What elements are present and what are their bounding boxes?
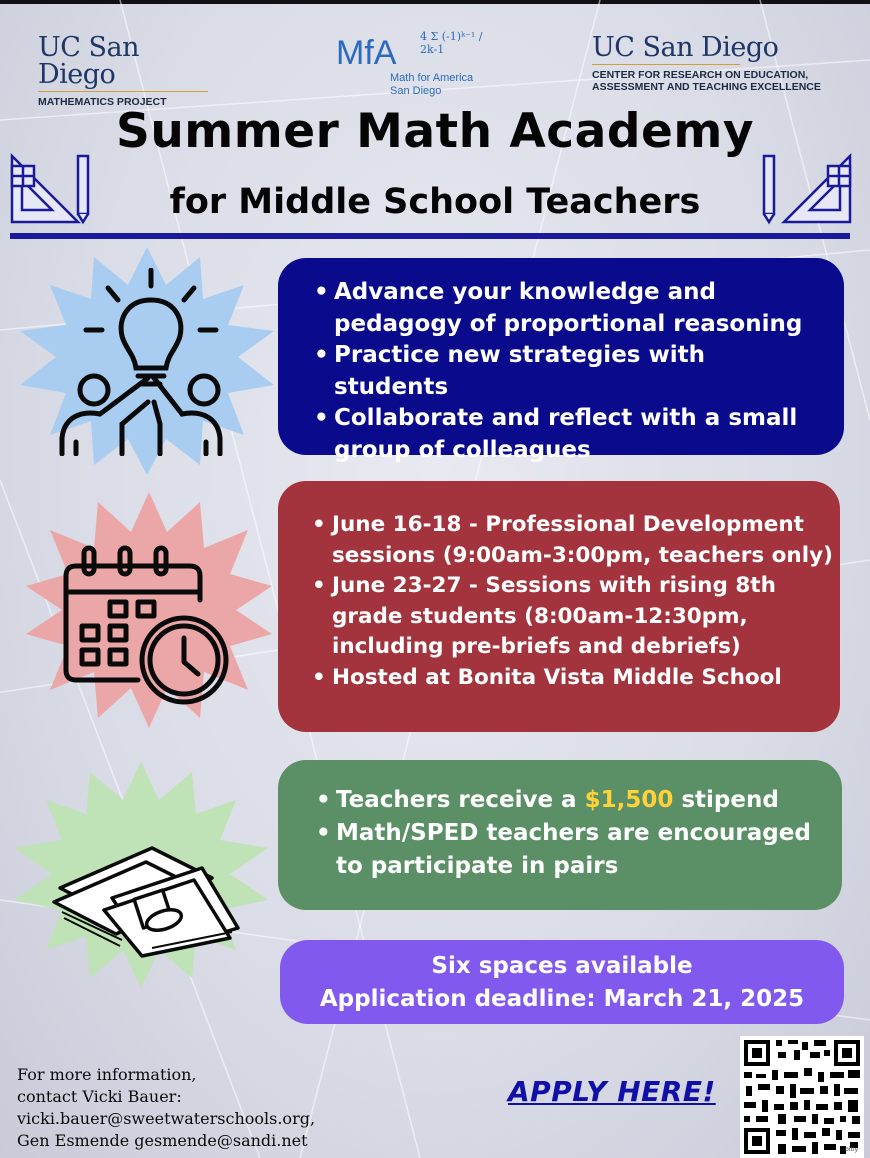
schedule-card: [278, 481, 840, 732]
availability-banner: [280, 940, 844, 1024]
benefits-card: [278, 258, 844, 463]
mfa-wordmark: MfA: [336, 34, 397, 72]
mfa-subtitle: [390, 72, 473, 98]
mfa-formula: 4 Σ (-1)ᵏ⁻¹ / 2k-1: [420, 30, 483, 56]
ucsd-wordmark: UC San Diego: [592, 32, 779, 63]
title-divider: [10, 233, 850, 239]
stipend-text-suffix: stipend: [673, 787, 779, 813]
stipend-card: [278, 760, 842, 910]
application-deadline: Application deadline: March 21, 2025: [319, 986, 805, 1012]
logo-subtitle-line1: CENTER FOR RESEARCH ON EDUCATION,: [592, 69, 809, 81]
stipend-list: [278, 760, 842, 883]
page-subtitle: for Middle School Teachers: [169, 182, 701, 222]
schedule-list: [278, 481, 840, 694]
contact-info: [17, 1064, 315, 1152]
list-item: • Math/SPED teachers are encouraged to participate in pairs: [314, 817, 828, 883]
logo-subtitle: MATHEMATICS PROJECT: [38, 96, 167, 108]
mfa-subtitle-line1: Math for America: [390, 72, 474, 84]
mfa-subtitle-line2: San Diego: [390, 85, 442, 97]
spaces-available: Six spaces available: [431, 953, 693, 979]
calendar-clock-icon: [60, 540, 235, 705]
list-item: • Collaborate and reflect with a small group of colleagues: [312, 403, 826, 466]
list-item: • June 16-18 - Professional Development sessions (9:00am-3:00pm, teachers only): [310, 510, 836, 571]
apply-here-link[interactable]: APPLY HERE!: [508, 1075, 716, 1108]
lightbulb-collaboration-icon: [56, 268, 226, 456]
logo-subtitle-line2: ASSESSMENT AND TEACHING EXCELLENCE: [592, 81, 821, 93]
qr-code-icon[interactable]: [740, 1036, 864, 1158]
contact-email-link[interactable]: Gen Esmende gesmende@sandi.net: [17, 1131, 308, 1150]
list-item: [314, 784, 828, 817]
contact-line: contact Vicki Bauer:: [17, 1087, 182, 1106]
contact-email-link[interactable]: vicki.bauer@sweetwaterschools.org,: [17, 1109, 316, 1128]
ucsd-math-project-logo: [38, 34, 208, 108]
stipend-amount: $1,500: [584, 787, 674, 813]
logo-divider: [38, 91, 208, 92]
ucsd-wordmark: UC San Diego: [38, 32, 139, 90]
stipend-text-prefix: Teachers receive a: [336, 787, 585, 813]
list-item: • Advance your knowledge and pedagogy of proportional reasoning: [312, 277, 826, 340]
mfa-logo: [336, 30, 486, 100]
benefits-list: [278, 258, 844, 466]
list-item: • June 23-27 - Sessions with rising 8th grade students (8:00am-12:30pm, including pre-briefs and debriefs): [310, 571, 836, 663]
qr-caption: bitly: [845, 1146, 859, 1153]
list-item: • Practice new strategies with students: [312, 340, 826, 403]
page-title: Summer Math Academy: [115, 104, 755, 159]
list-item: • Hosted at Bonita Vista Middle School: [310, 663, 836, 694]
money-stack-icon: [42, 828, 242, 958]
ucsd-create-logo: [592, 34, 832, 93]
logo-divider: [592, 64, 740, 65]
contact-line: For more information,: [17, 1065, 197, 1084]
